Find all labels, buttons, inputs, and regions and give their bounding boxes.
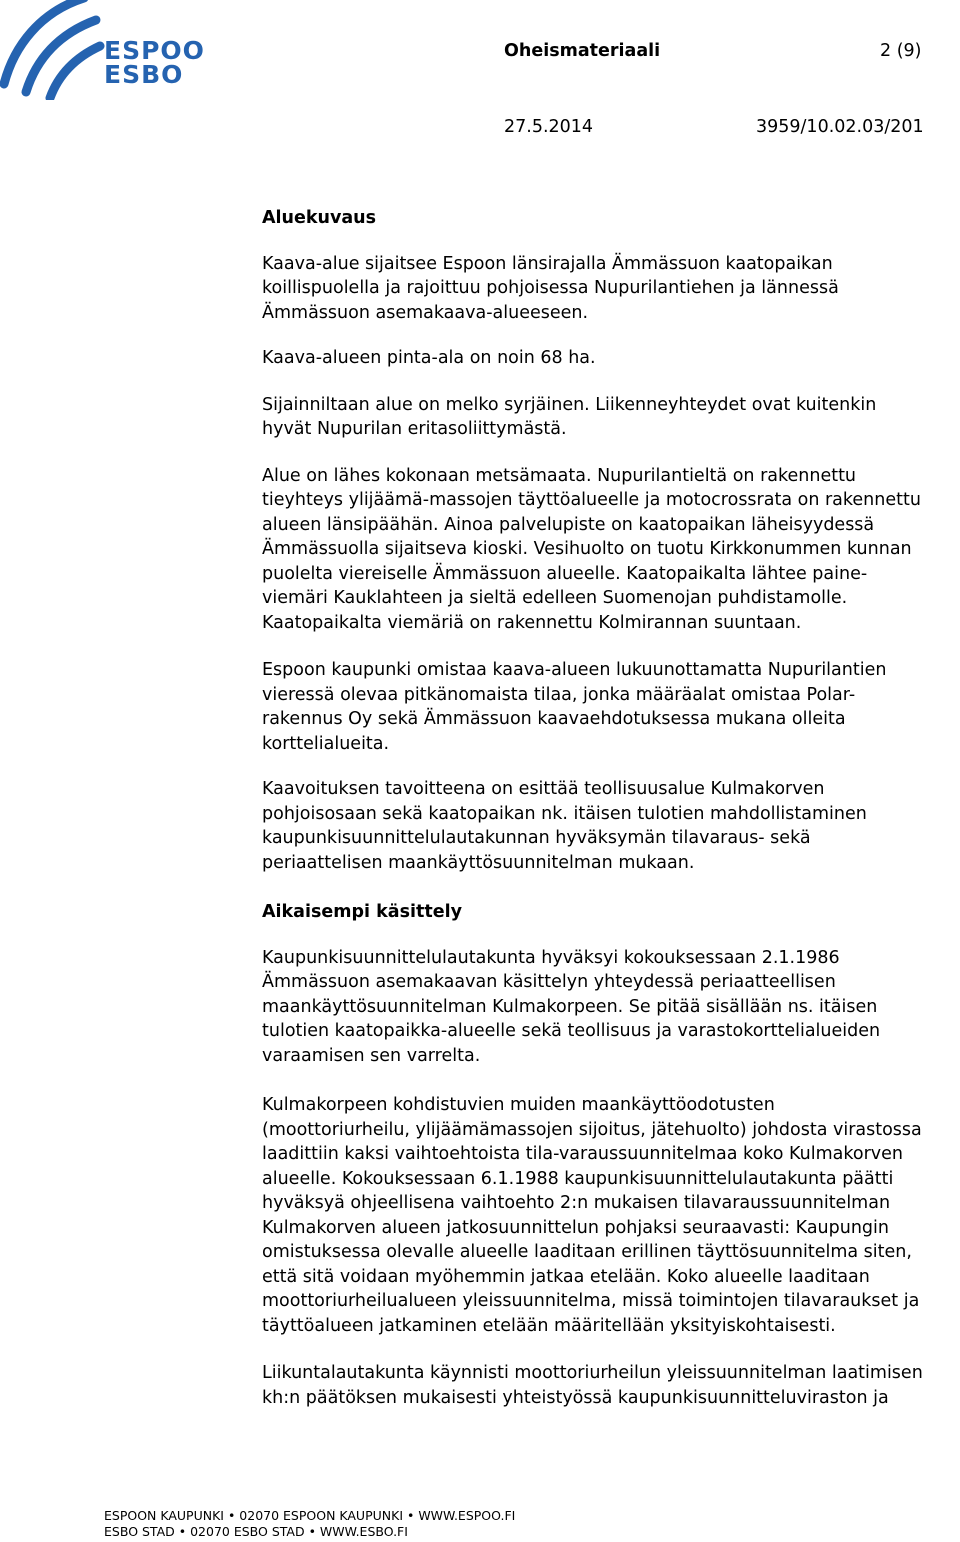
document-date: 27.5.2014 [504, 117, 594, 137]
text-line: laadittiin kaksi vaihtoehtoista tila-varaussuunnitelmaa koko Kulmakorven [262, 1144, 903, 1164]
text-line: Ämmässuon asemakaava-alueeseen. [262, 302, 589, 323]
logo-text-esbo: ESBO [104, 60, 184, 89]
text-line: Kaavoituksen tavoitteena on esittää teollisuusalue Kulmakorven [262, 779, 825, 799]
text-line: koillispuolella ja rajoittuu pohjoisessa Nupurilantiehen ja lännessä [262, 278, 839, 298]
text-line: hyvät Nupurilan eritasoliittymästä. [262, 419, 567, 439]
document-body [262, 206, 960, 1410]
text-line: pohjoisosaan sekä kaatopaikan nk. itäisen tulotien mahdollistaminen [262, 803, 867, 824]
text-line: tieyhteys ylijäämä-massojen täyttöalueelle ja motocrossrata on rakennettu [262, 490, 921, 510]
text-line: maankäyttösuunnitelman Kulmakorpeen. Se pitää sisällään ns. itäisen [262, 996, 878, 1017]
paragraph [262, 777, 960, 875]
footer-line-finnish: ESPOON KAUPUNKI • 02070 ESPOON KAUPUNKI • WWW.ESPOO.FI [104, 1508, 516, 1523]
espoo-wave-icon [0, 0, 110, 100]
text-line: kaupunkisuunnittelulautakunnan hyväksymän tilavaraus- sekä [262, 828, 811, 848]
text-line: Espoon kaupunki omistaa kaava-alueen lukuunottamatta Nupurilantien [262, 660, 887, 680]
document-type-title: Oheismateriaali [504, 41, 661, 61]
text-line: rakennus Oy sekä Ämmässuon kaavaehdotuksessa mukana olleita [262, 709, 846, 729]
paragraph [262, 946, 960, 1069]
logo-text-espoo: ESPOO [104, 36, 205, 65]
text-line: periaattelisen maankäyttösuunnitelman mukaan. [262, 852, 695, 873]
text-line: että sitä voidaan myöhemmin jatkaa etelään. Koko alueelle laaditaan [262, 1266, 870, 1287]
text-line: Kaupunkisuunnittelulautakunta hyväksyi kokouksessaan 2.1.1986 [262, 947, 840, 968]
paragraph [262, 252, 960, 326]
text-line: viemäri Kauklahteen ja sieltä edelleen Suomenojan puhdistamolle. [262, 588, 848, 608]
text-line: alueelle. Kokouksessaan 6.1.1988 kaupunkisuunnittelulautakunta päätti [262, 1168, 894, 1189]
text-line: tulotien kaatopaikka-alueelle sekä teollisuus ja varastokorttelialueiden [262, 1021, 881, 1041]
text-line: vieressä olevaa pitkänomaista tilaa, jonka määräalat omistaa Polar- [262, 684, 856, 705]
page-number: 2 (9) [880, 41, 922, 61]
paragraph [262, 658, 960, 756]
espoo-logo [0, 0, 205, 100]
text-line: Kaava-alue sijaitsee Espoon länsirajalla Ämmässuon kaatopaikan [262, 253, 833, 274]
text-line: Ämmässuolla sijaitseva kioski. Vesihuolto on tuotu Kirkkonummen kunnan [262, 539, 912, 559]
text-line: alueen länsipäähän. Ainoa palvelupiste on kaatopaikan läheisyydessä [262, 514, 875, 535]
text-line: hyväksyä ohjeellisena vaihtoehto 2:n mukaisen tilavaraussuunnitelman [262, 1193, 891, 1213]
text-line: moottoriurheilualueen yleissuunnitelma, missä toimintojen tilavaraukset ja [262, 1291, 920, 1311]
text-line: omistuksessa olevalle alueelle laaditaan erillinen täyttösuunnitelma siten, [262, 1242, 912, 1262]
footer [104, 1508, 515, 1540]
text-line: Kulmakorpeen kohdistuvien muiden maankäyttöodotusten [262, 1095, 775, 1115]
text-line: puolelta viereiselle Ämmässuon alueelle. Kaatopaikalta lähtee paine- [262, 563, 868, 584]
text-line: Kulmakorven alueen jatkosuunnittelun pohjaksi seuraavasti: Kaupungin [262, 1217, 889, 1238]
text-line: kh:n päätöksen mukaisesti yhteistyössä kaupunkisuunnitteluviraston ja [262, 1387, 889, 1408]
section-heading: Aikaisempi käsittely [262, 902, 462, 922]
document-reference: 3959/10.02.03/201 [756, 117, 924, 137]
text-line: täyttöalueen jatkaminen etelään määritellään yksityiskohtaisesti. [262, 1315, 836, 1336]
text-line: Kaava-alueen pinta-ala on noin 68 ha. [262, 348, 596, 368]
text-line: Kaatopaikalta viemäriä on rakennettu Kolmirannan suuntaan. [262, 612, 802, 633]
paragraph [262, 346, 960, 371]
text-line: korttelialueita. [262, 733, 390, 754]
paragraph [262, 1093, 960, 1338]
text-line: Alue on lähes kokonaan metsämaata. Nupurilantieltä on rakennettu [262, 465, 857, 486]
text-line: (moottoriurheilu, ylijäämämassojen sijoitus, jätehuolto) johdosta virastossa [262, 1119, 922, 1140]
footer-line-swedish: ESBO STAD • 02070 ESBO STAD • WWW.ESBO.FI [104, 1524, 408, 1539]
text-line: Liikuntalautakunta käynnisti moottoriurheilun yleissuunnitelman laatimisen [262, 1363, 923, 1383]
text-line: Ämmässuon asemakaavan käsittelyn yhteydessä periaatteellisen [262, 972, 836, 992]
text-line: Sijainniltaan alue on melko syrjäinen. Liikenneyhteydet ovat kuitenkin [262, 394, 877, 415]
paragraph [262, 464, 960, 636]
text-line: varaamisen sen varrelta. [262, 1045, 481, 1066]
paragraph [262, 1361, 960, 1410]
paragraph [262, 393, 960, 442]
section-heading: Aluekuvaus [262, 208, 377, 228]
